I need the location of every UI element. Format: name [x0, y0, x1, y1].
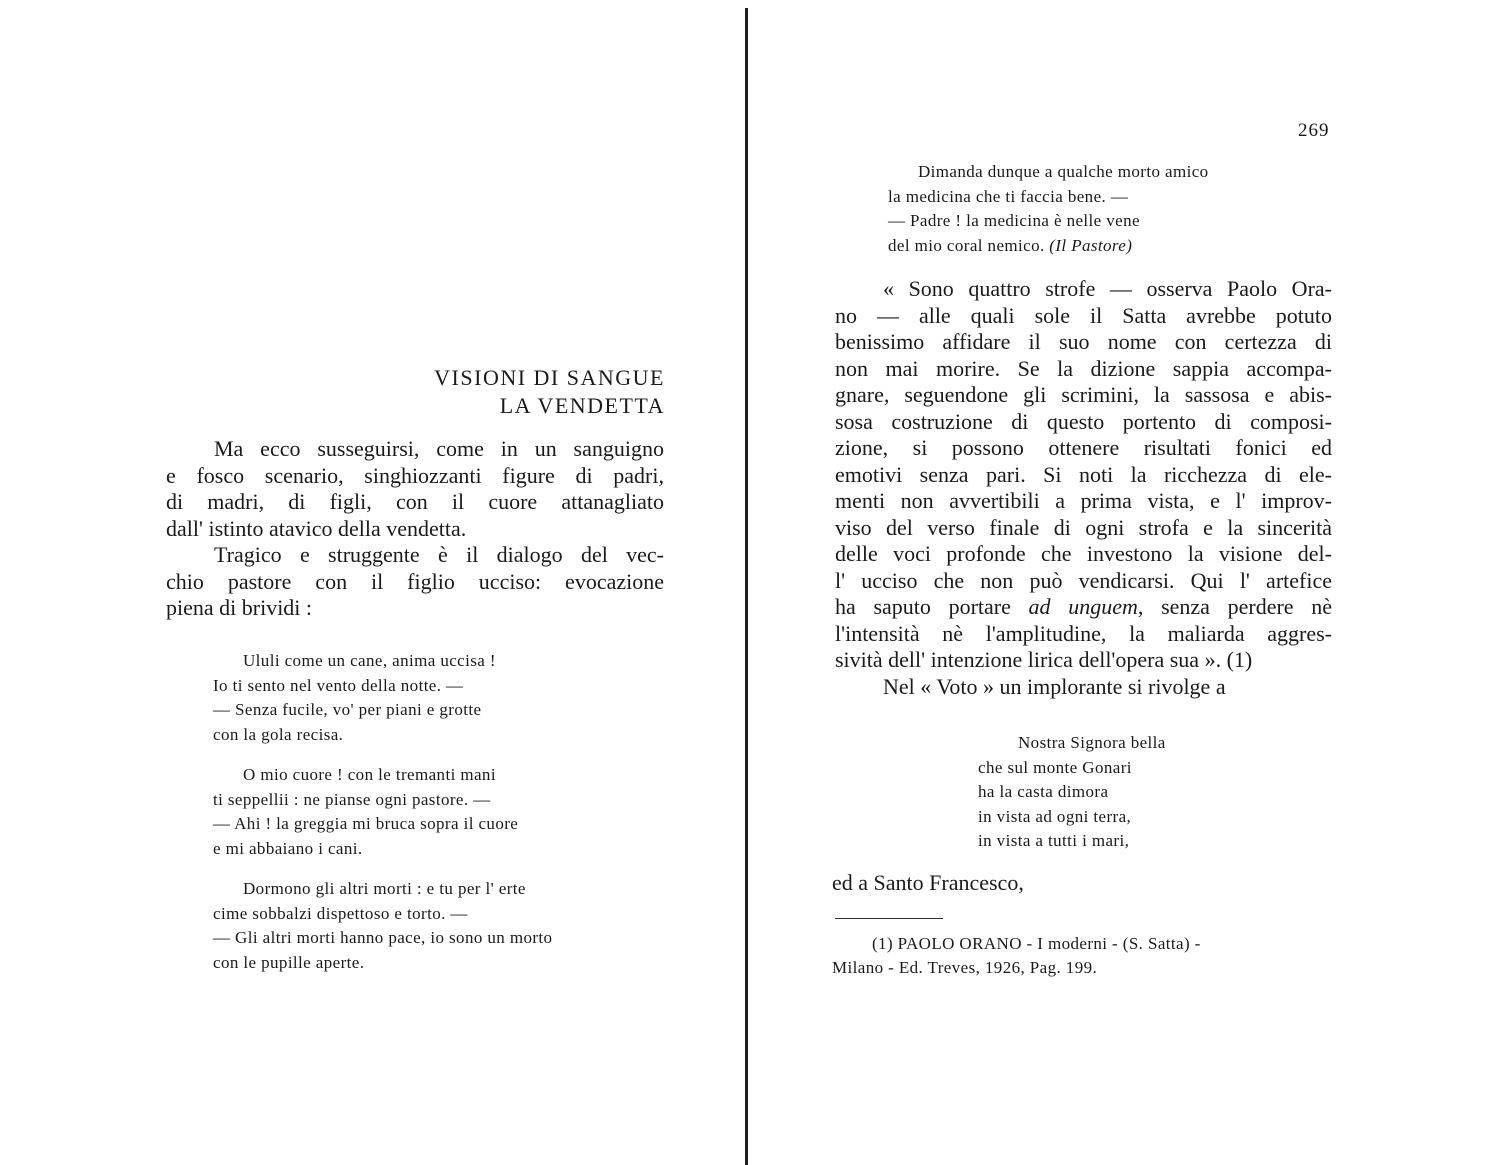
verse-line: con le pupille aperte.	[213, 952, 365, 972]
verse-line: ti seppellii : ne pianse ogni pastore. —	[213, 789, 491, 809]
footnote	[832, 932, 1201, 980]
heading-line: VISIONI DI SANGUE	[434, 365, 665, 390]
text-line: l' ucciso che non può vendicarsi. Qui l' artefice	[835, 567, 1332, 593]
text-run: , senza perdere nè	[1137, 594, 1332, 619]
verse-line: Io ti sento nel vento della notte. —	[213, 675, 464, 695]
closing-paragraph	[832, 870, 1329, 897]
verse-line: Dimanda dunque a qualche morto amico	[918, 162, 1209, 181]
verse-line: ha la casta dimora	[978, 782, 1109, 801]
text-line: dall' istinto atavico della vendetta.	[166, 515, 467, 541]
left-page	[0, 0, 745, 1165]
text-line: l'intensità nè l'amplitudine, la maliarda aggres-	[835, 620, 1332, 646]
text-line: no — alle quali sole il Satta avrebbe potuto	[835, 302, 1332, 328]
text-line: e fosco scenario, singhiozzanti figure di padri,	[166, 462, 664, 488]
text-line: gnare, seguendone gli scrimini, la sassosa e abis-	[835, 382, 1332, 407]
text-line: delle voci profonde che investono la visione del-	[835, 541, 1332, 566]
verse-line: O mio cuore ! con le tremanti mani	[243, 765, 496, 784]
text-line	[835, 594, 1332, 621]
text-line: « Sono quattro strofe — osserva Paolo Ora-	[883, 276, 1332, 301]
text-line: sività dell' intenzione lirica dell'opera sua ». (1)	[835, 647, 1253, 672]
verse-line: la medicina che ti faccia bene. —	[888, 186, 1129, 206]
poem-source: (Il Pastore)	[1049, 235, 1133, 255]
footnote-line: (1) PAOLO ORANO - I moderni - (S. Satta) -	[872, 934, 1201, 953]
poem-stanza	[213, 877, 552, 975]
poem-stanza	[213, 763, 552, 861]
text-line: Ma ecco susseguirsi, come in un sanguigno	[214, 436, 664, 461]
text-line: Tragico e struggente è il dialogo del vec-	[214, 542, 664, 567]
text-run: ha saputo portare	[835, 594, 1029, 619]
verse-text: del mio coral nemico.	[888, 235, 1045, 255]
poem-stanza	[213, 649, 552, 747]
chapter-heading	[300, 364, 665, 420]
verse-line: in vista ad ogni terra,	[978, 806, 1132, 826]
text-line: non mai morire. Se la dizione sappia accompa-	[835, 355, 1332, 381]
footnote-line: Milano - Ed. Treves, 1926, Pag. 199.	[832, 958, 1098, 977]
verse-line: che sul monte Gonari	[978, 757, 1132, 777]
text-line: emotivi senza pari. Si noti la ricchezza di ele-	[835, 461, 1332, 487]
text-line: ed a Santo Francesco,	[832, 870, 1024, 895]
footnote-rule	[835, 918, 943, 919]
poem-voto	[978, 731, 1166, 854]
verse-line: — Ahi ! la greggia mi bruca sopra il cuore	[213, 814, 519, 833]
text-line: zione, si possono ottenere risultati fonici ed	[835, 435, 1332, 460]
right-page	[748, 0, 1500, 1165]
text-line: chio pastore con il figlio ucciso: evocazione	[166, 568, 664, 594]
verse-line: — Senza fucile, vo' per piani e grotte	[213, 700, 482, 719]
latin-phrase: ad unguem	[1028, 594, 1138, 619]
orano-quote	[835, 276, 1332, 700]
text-line: Nel « Voto » un implorante si rivolge a	[883, 673, 1226, 699]
verse-line: e mi abbaiano i cani.	[213, 838, 363, 858]
verse-line: in vista a tutti i mari,	[978, 831, 1130, 850]
verse-line: — Gli altri morti hanno pace, io sono un morto	[213, 928, 553, 947]
verse-line: Nostra Signora bella	[1018, 733, 1166, 752]
heading-line: LA VENDETTA	[499, 393, 665, 418]
poem-il-pastore-continued	[888, 160, 1209, 258]
text-line: menti non avvertibili a prima vista, e l' improv-	[835, 488, 1332, 513]
verse-line: Ululi come un cane, anima uccisa !	[243, 651, 496, 670]
verse-line: Dormono gli altri morti : e tu per l' erte	[243, 879, 526, 898]
text-line: sosa costruzione di questo portento di composi-	[835, 408, 1332, 434]
verse-line	[888, 234, 1209, 259]
text-line: benissimo affidare il suo nome con certezza di	[835, 329, 1332, 354]
verse-line: cime sobbalzi dispettoso e torto. —	[213, 903, 468, 923]
text-line: di madri, di figli, con il cuore attanagliato	[166, 489, 664, 514]
verse-line: con la gola recisa.	[213, 724, 344, 744]
intro-paragraph	[166, 436, 664, 622]
text-line: piena di brividi :	[166, 595, 313, 620]
page-number: 269	[1298, 120, 1330, 141]
poem-il-pastore	[213, 649, 552, 991]
verse-line: — Padre ! la medicina è nelle vene	[888, 211, 1140, 230]
text-line: viso del verso finale di ogni strofa e la sincerità	[835, 514, 1332, 540]
